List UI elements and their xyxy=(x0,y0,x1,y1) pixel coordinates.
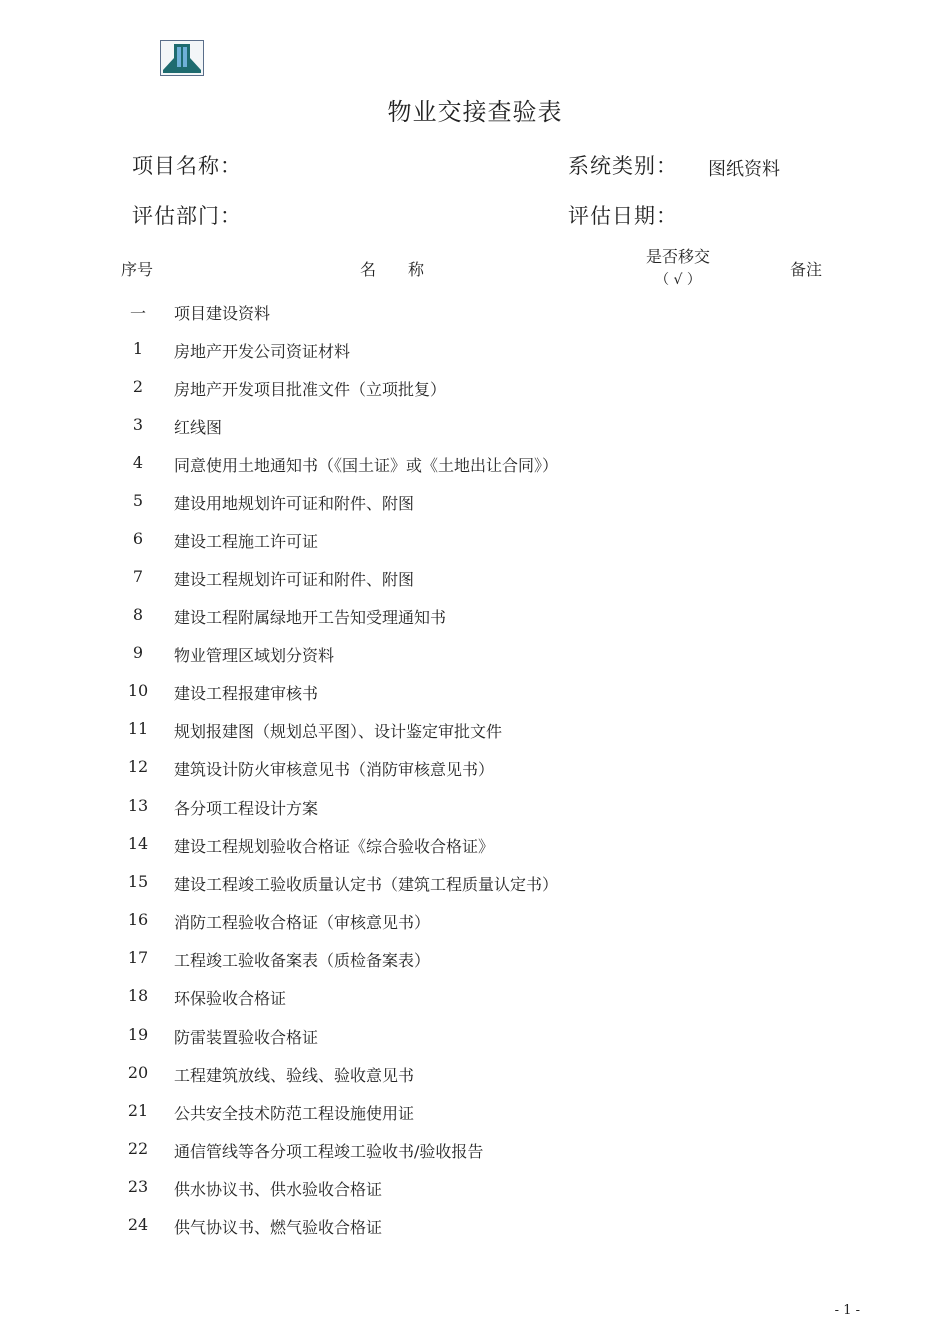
column-header-transfer-line1: 是否移交 xyxy=(645,247,710,266)
evaluation-dept-label: 评估部门： xyxy=(132,204,242,228)
page-title: 物业交接查验表 xyxy=(387,98,563,126)
row-seq: 17 xyxy=(127,948,149,967)
row-seq: 10 xyxy=(127,681,149,700)
evaluation-date-label: 评估日期： xyxy=(568,204,678,228)
row-name: 工程竣工验收备案表（质检备案表） xyxy=(174,951,431,970)
column-header-transfer-line2: （ √ ） xyxy=(655,272,701,288)
table-row xyxy=(0,1139,950,1177)
row-name: 供气协议书、燃气验收合格证 xyxy=(174,1218,383,1237)
row-name: 建设工程规划验收合格证《综合验收合格证》 xyxy=(174,837,495,856)
row-name: 建筑设计防火审核意见书（消防审核意见书） xyxy=(174,760,495,779)
row-name: 建设工程施工许可证 xyxy=(174,532,319,551)
row-name: 项目建设资料 xyxy=(174,304,271,323)
table-row xyxy=(0,1025,950,1063)
table-row xyxy=(0,986,950,1024)
row-seq: 2 xyxy=(132,377,144,396)
row-seq: 18 xyxy=(127,986,149,1005)
row-seq: 15 xyxy=(127,872,149,891)
row-name: 环保验收合格证 xyxy=(174,989,287,1008)
row-seq: 3 xyxy=(132,415,144,434)
row-seq: 23 xyxy=(127,1177,149,1196)
table-row xyxy=(0,567,950,605)
row-seq: 11 xyxy=(127,719,149,738)
row-seq: 21 xyxy=(127,1101,149,1120)
table-row xyxy=(0,377,950,415)
row-name: 物业管理区域划分资料 xyxy=(174,646,335,665)
row-seq: 12 xyxy=(127,757,149,776)
row-name: 规划报建图（规划总平图）、设计鉴定审批文件 xyxy=(174,722,503,741)
row-name: 各分项工程设计方案 xyxy=(174,799,319,818)
row-name: 房地产开发项目批准文件（立项批复） xyxy=(174,380,447,399)
row-name: 防雷装置验收合格证 xyxy=(174,1028,319,1047)
row-seq: 8 xyxy=(132,605,144,624)
table-row xyxy=(0,910,950,948)
row-name: 供水协议书、供水验收合格证 xyxy=(174,1180,383,1199)
row-seq: 1 xyxy=(132,339,144,358)
system-type-label: 系统类别： xyxy=(568,154,678,178)
table-row xyxy=(0,415,950,453)
row-name: 红线图 xyxy=(174,418,223,437)
table-row xyxy=(0,1101,950,1139)
row-seq: 14 xyxy=(127,834,149,853)
table-row xyxy=(0,491,950,529)
table-row xyxy=(0,1177,950,1215)
row-name: 同意使用土地通知书（《国土证》或《土地出让合同》） xyxy=(174,456,559,475)
building-logo-icon xyxy=(160,40,204,76)
row-seq: 22 xyxy=(127,1139,149,1158)
row-seq: 6 xyxy=(132,529,144,548)
table-row xyxy=(0,1063,950,1101)
system-type-value: 图纸资料 xyxy=(708,159,780,180)
row-seq: 一 xyxy=(129,304,146,323)
table-row xyxy=(0,719,950,757)
table-row xyxy=(0,796,950,834)
row-seq: 24 xyxy=(127,1215,149,1234)
column-header-name: 名 称 xyxy=(360,260,425,279)
column-header-note: 备注 xyxy=(790,260,823,279)
table-row xyxy=(0,605,950,643)
row-seq: 5 xyxy=(132,491,144,510)
table-row xyxy=(0,872,950,910)
row-name: 房地产开发公司资证材料 xyxy=(174,342,351,361)
table-row xyxy=(0,757,950,795)
row-name: 消防工程验收合格证（审核意见书） xyxy=(174,913,431,932)
table-row xyxy=(0,339,950,377)
row-seq: 13 xyxy=(127,796,149,815)
project-name-label: 项目名称： xyxy=(132,154,242,178)
row-seq: 9 xyxy=(132,643,144,662)
row-name: 通信管线等各分项工程竣工验收书/验收报告 xyxy=(174,1142,484,1161)
table-row xyxy=(0,948,950,986)
column-header-seq: 序号 xyxy=(121,260,154,279)
row-name: 建设工程竣工验收质量认定书（建筑工程质量认定书） xyxy=(174,875,559,894)
table-row xyxy=(0,834,950,872)
row-name: 建设用地规划许可证和附件、附图 xyxy=(174,494,415,513)
row-name: 建设工程规划许可证和附件、附图 xyxy=(174,570,415,589)
row-name: 公共安全技术防范工程设施使用证 xyxy=(174,1104,415,1123)
table-row xyxy=(0,1215,950,1253)
page-number: - 1 - xyxy=(834,1303,860,1318)
table-row xyxy=(0,643,950,681)
row-seq: 19 xyxy=(127,1025,149,1044)
row-name: 建设工程附属绿地开工告知受理通知书 xyxy=(174,608,447,627)
table-row xyxy=(0,301,950,339)
row-name: 工程建筑放线、验线、验收意见书 xyxy=(174,1066,415,1085)
table-row xyxy=(0,681,950,719)
row-seq: 16 xyxy=(127,910,149,929)
row-seq: 7 xyxy=(132,567,144,586)
row-seq: 4 xyxy=(132,453,144,472)
row-seq: 20 xyxy=(127,1063,149,1082)
table-row xyxy=(0,529,950,567)
table-row xyxy=(0,453,950,491)
row-name: 建设工程报建审核书 xyxy=(174,684,319,703)
column-header-transfer xyxy=(630,244,726,289)
